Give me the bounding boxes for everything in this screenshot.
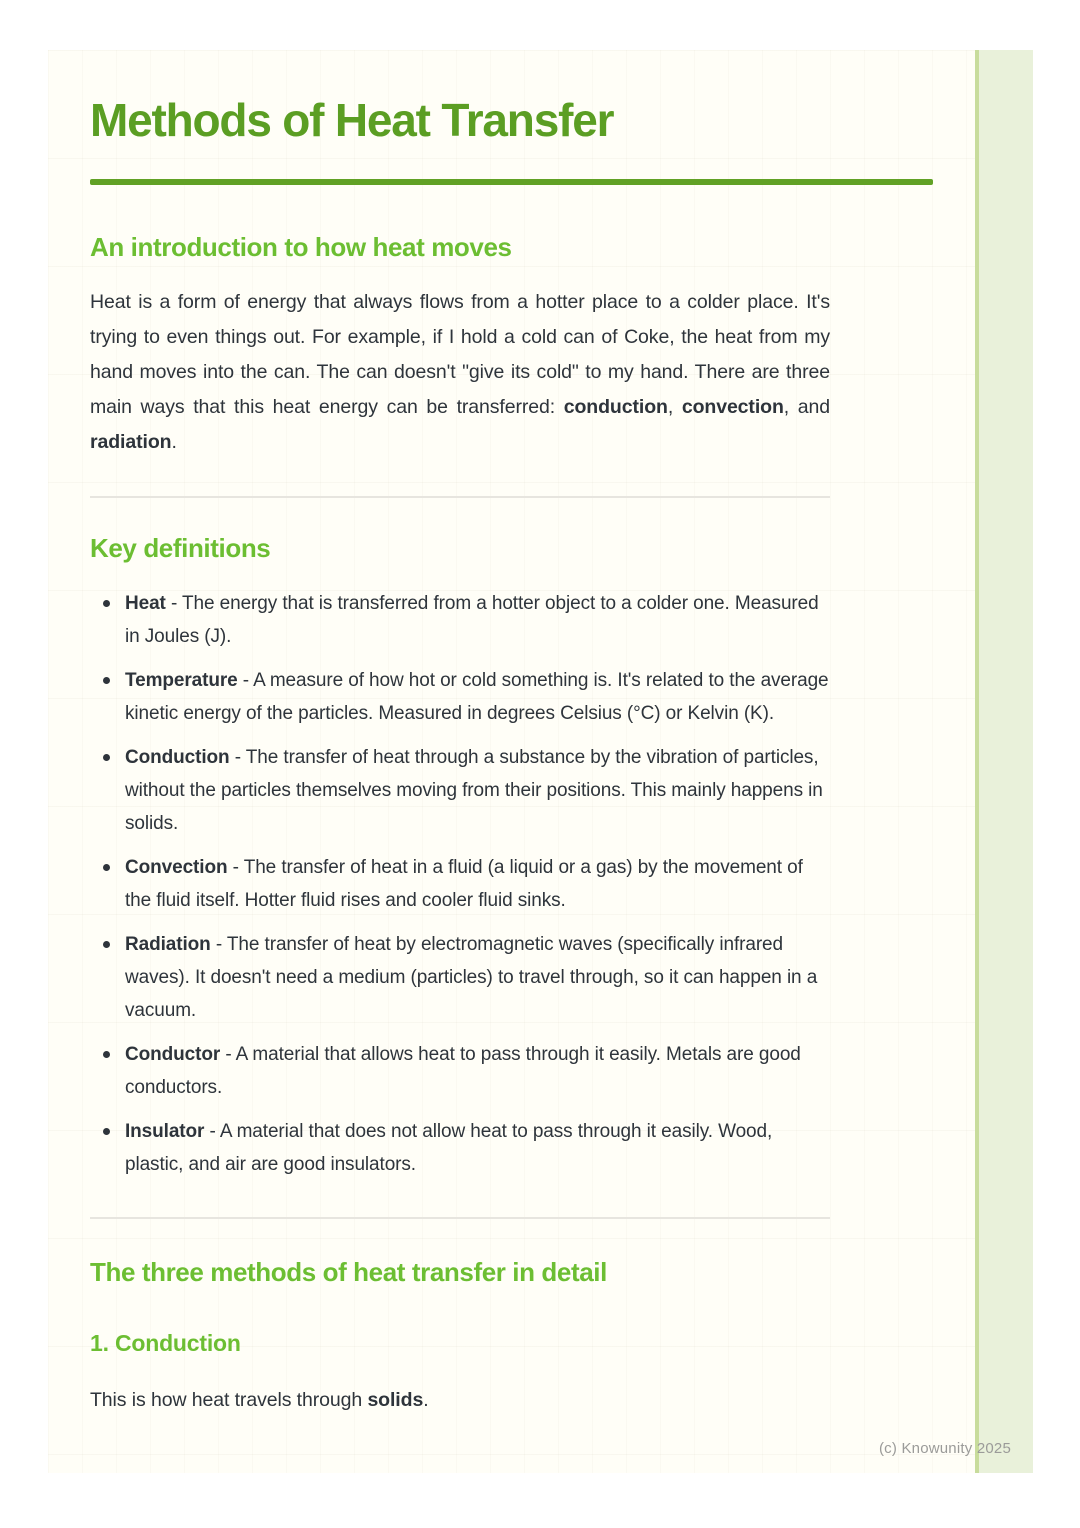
- section-heading-definitions: Key definitions: [90, 533, 271, 563]
- section-divider: [90, 496, 830, 498]
- definition-item: [90, 851, 830, 917]
- intro-paragraph: [90, 285, 830, 460]
- text-run: ,: [667, 396, 682, 418]
- conduction-paragraph: [90, 1383, 830, 1418]
- definitions-list: [90, 587, 830, 1181]
- bold-term: conduction: [563, 396, 668, 418]
- definition-term: Heat: [125, 593, 166, 614]
- document-page: [48, 50, 1033, 1473]
- text-run: Heat is a form of energy that always flows from a hotter place to a colder place. It's trying to even things out. For example, if I hold a cold can of Coke, the heat from my hand moves into the can. The can doesn't "give its cold" to my hand. There are three main ways that this heat energy can be transferred:: [90, 291, 830, 418]
- section-heading-detail: The three methods of heat transfer in detail: [90, 1257, 607, 1287]
- section-heading-intro: An introduction to how heat moves: [90, 232, 512, 262]
- copyright-footer: (c) Knowunity 2025: [878, 1440, 1011, 1457]
- text-run: .: [171, 431, 177, 453]
- title-underline: [90, 179, 933, 185]
- definition-item: [90, 587, 830, 653]
- definition-description: - The transfer of heat by electromagnetic waves (specifically infrared waves). It doesn't need a medium (particles) to travel through, so it can happen in a vacuum.: [125, 934, 818, 1021]
- definition-term: Conduction: [125, 747, 230, 768]
- definition-description: - A measure of how hot or cold something is. It's related to the average kinetic energy of the particles. Measured in degrees Celsius (°C) or Kelvin (K).: [125, 670, 829, 724]
- bold-term: solids: [367, 1389, 424, 1411]
- section-divider: [90, 1217, 830, 1219]
- page-content: [90, 50, 936, 1418]
- definition-term: Radiation: [125, 934, 211, 955]
- text-run: .: [423, 1389, 429, 1411]
- definition-item: [90, 928, 830, 1027]
- page-right-stripe: [975, 50, 1033, 1473]
- bold-term: convection: [681, 396, 784, 418]
- definition-description: - The transfer of heat through a substance by the vibration of particles, without the particles themselves moving from their positions. This mainly happens in solids.: [125, 747, 823, 834]
- definition-term: Conductor: [125, 1044, 221, 1065]
- definition-description: - The energy that is transferred from a hotter object to a colder one. Measured in Joules (J).: [125, 593, 819, 647]
- definition-item: [90, 1115, 830, 1181]
- definition-term: Temperature: [125, 670, 238, 691]
- text-run: This is how heat travels through: [90, 1389, 368, 1411]
- definition-item: [90, 664, 830, 730]
- definition-item: [90, 741, 830, 840]
- definition-description: - A material that does not allow heat to pass through it easily. Wood, plastic, and air are good insulators.: [125, 1121, 773, 1175]
- definition-term: Insulator: [125, 1121, 205, 1142]
- subsection-heading-conduction: 1. Conduction: [90, 1330, 241, 1356]
- definition-description: - The transfer of heat in a fluid (a liquid or a gas) by the movement of the fluid itself. Hotter fluid rises and cooler fluid sinks.: [125, 857, 803, 911]
- definition-term: Convection: [125, 857, 228, 878]
- text-run: , and: [783, 396, 830, 418]
- bold-term: radiation: [90, 431, 172, 453]
- page-title: Methods of Heat Transfer: [90, 94, 614, 146]
- definition-item: [90, 1038, 830, 1104]
- definition-description: - A material that allows heat to pass through it easily. Metals are good conductors.: [125, 1044, 801, 1098]
